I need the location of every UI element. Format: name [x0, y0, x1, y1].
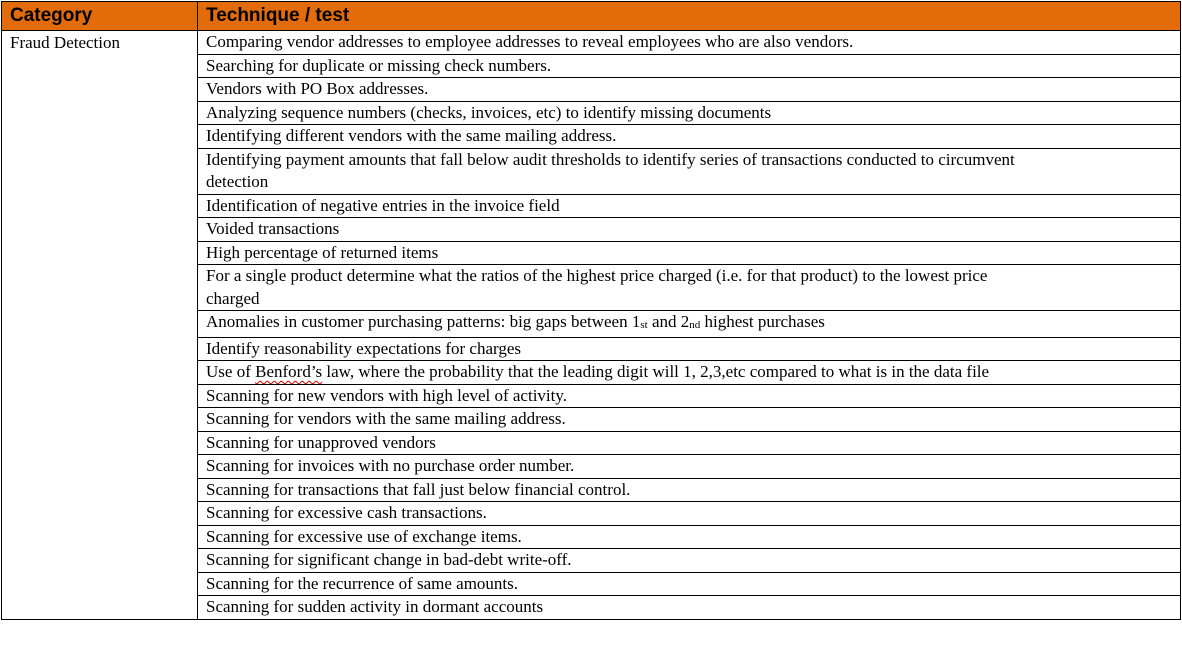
technique-cell: Scanning for invoices with no purchase order number.	[198, 455, 1181, 479]
technique-cell: Scanning for new vendors with high level of activity.	[198, 384, 1181, 408]
technique-cell: Searching for duplicate or missing check numbers.	[198, 54, 1181, 78]
technique-cell: Identifying payment amounts that fall below audit thresholds to identify series of transactions conducted to circumvent detection	[198, 148, 1181, 194]
ordinal-nd: nd	[689, 319, 701, 331]
technique-cell: Scanning for vendors with the same mailing address.	[198, 408, 1181, 432]
benford-name-spellcheck: Benford’s	[255, 362, 323, 381]
technique-cell: For a single product determine what the ratios of the highest price charged (i.e. for that product) to the lowest price charged	[198, 265, 1181, 311]
technique-cell: Scanning for sudden activity in dormant accounts	[198, 596, 1181, 620]
technique-cell: Scanning for transactions that fall just below financial control.	[198, 478, 1181, 502]
technique-cell: Vendors with PO Box addresses.	[198, 78, 1181, 102]
technique-cell: Scanning for the recurrence of same amounts.	[198, 572, 1181, 596]
technique-cell-anomalies	[198, 311, 1181, 338]
fraud-detection-table	[1, 1, 1181, 620]
header-technique: Technique / test	[198, 2, 1181, 31]
technique-cell: Analyzing sequence numbers (checks, invoices, etc) to identify missing documents	[198, 101, 1181, 125]
header-category: Category	[2, 2, 198, 31]
anomalies-text-prefix: Anomalies in customer purchasing patterns: big gaps between 1	[206, 312, 641, 331]
table-row	[2, 31, 1181, 55]
technique-cell: Scanning for excessive cash transactions.	[198, 502, 1181, 526]
benford-text-suffix: law, where the probability that the leading digit will 1, 2,3,etc compared to what is in the data file	[322, 362, 990, 381]
category-cell: Fraud Detection	[2, 31, 198, 620]
technique-cell: High percentage of returned items	[198, 241, 1181, 265]
ordinal-st: st	[640, 319, 648, 331]
benford-text-prefix: Use of	[206, 362, 256, 381]
anomalies-text-suffix: highest purchases	[700, 312, 825, 331]
technique-cell: Identification of negative entries in the invoice field	[198, 194, 1181, 218]
technique-cell: Scanning for significant change in bad-debt write-off.	[198, 549, 1181, 573]
technique-cell: Identifying different vendors with the same mailing address.	[198, 125, 1181, 149]
technique-cell: Scanning for excessive use of exchange items.	[198, 525, 1181, 549]
technique-cell: Identify reasonability expectations for charges	[198, 337, 1181, 361]
technique-cell: Voided transactions	[198, 218, 1181, 242]
technique-cell: Scanning for unapproved vendors	[198, 431, 1181, 455]
table-header-row	[2, 2, 1181, 31]
technique-cell-benford	[198, 361, 1181, 385]
technique-cell: Comparing vendor addresses to employee addresses to reveal employees who are also vendors.	[198, 31, 1181, 55]
anomalies-text-mid: and 2	[647, 312, 690, 331]
